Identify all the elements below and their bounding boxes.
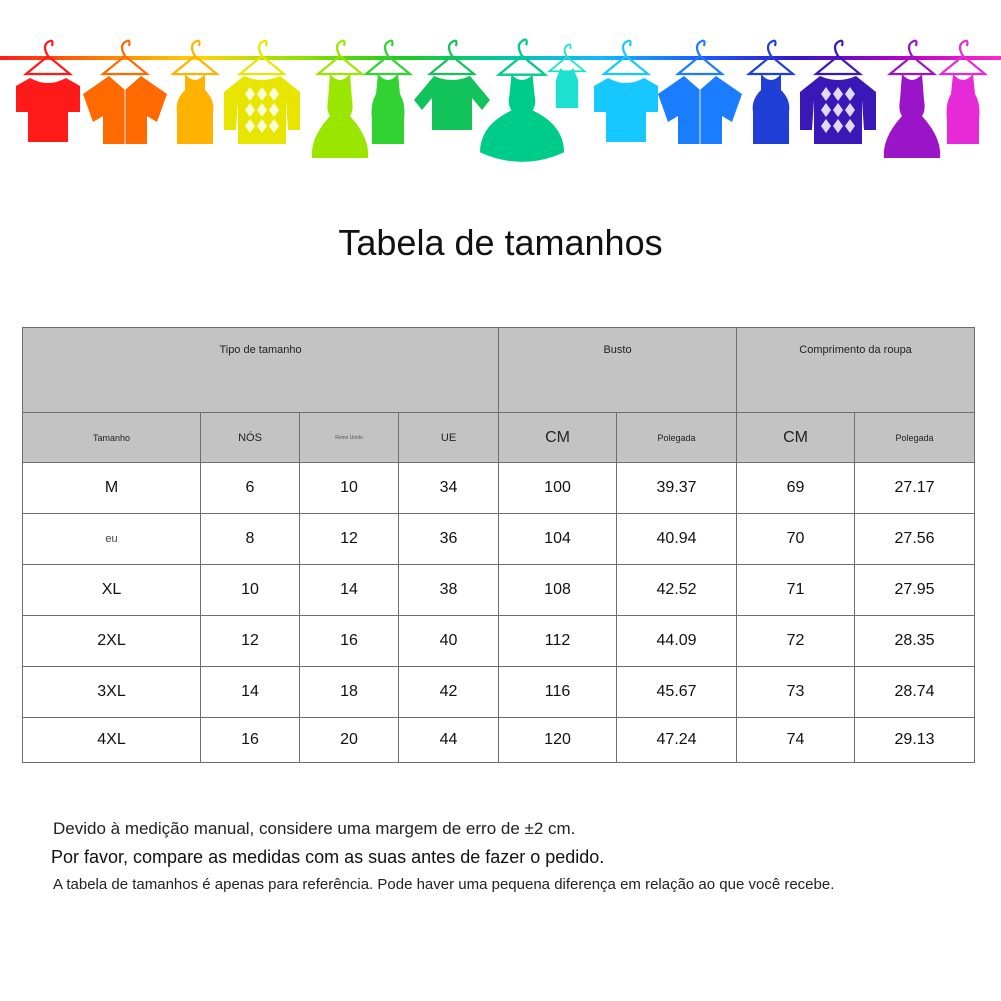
cell-uk: 16 [300,616,399,667]
tshirt-icon [594,41,658,142]
tank-dress-icon [941,41,985,144]
cell-us: 12 [201,616,300,667]
cell-bust-inch: 42.52 [617,565,737,616]
cell-bust-inch: 39.37 [617,463,737,514]
cell-us: 6 [201,463,300,514]
table-row [23,616,975,667]
note-measurement-error: Devido à medição manual, considere uma margem de erro de ±2 cm. [53,819,576,838]
dress-icon [312,41,368,158]
cell-eu: 36 [399,514,499,565]
cell-bust-cm: 100 [499,463,617,514]
tshirt-icon [16,41,80,142]
header-length-inch: Polegada [855,413,975,463]
group-header-row [23,328,975,413]
cell-length-cm: 70 [737,514,855,565]
header-bust-cm: CM [499,413,617,463]
cell-size: 2XL [23,616,201,667]
garment-illustration [0,0,1001,170]
cell-eu: 42 [399,667,499,718]
table-row [23,667,975,718]
tank-top-icon [749,41,793,144]
cell-size: 4XL [23,718,201,763]
cell-size: XL [23,565,201,616]
cell-length-inch: 27.56 [855,514,975,565]
cell-eu: 34 [399,463,499,514]
cell-bust-cm: 116 [499,667,617,718]
group-header-size-type: Tipo de tamanho [23,328,499,413]
long-sleeve-tee-icon [414,41,490,130]
cell-uk: 20 [300,718,399,763]
size-chart-table [22,327,975,763]
cell-length-inch: 28.35 [855,616,975,667]
cell-bust-cm: 112 [499,616,617,667]
cell-length-cm: 71 [737,565,855,616]
cell-length-cm: 74 [737,718,855,763]
argyle-sweater-icon [800,41,876,144]
shirt-icon [658,41,742,144]
dress-icon [884,41,940,158]
cell-eu: 44 [399,718,499,763]
cell-length-inch: 29.13 [855,718,975,763]
cell-bust-inch: 40.94 [617,514,737,565]
cell-eu: 38 [399,565,499,616]
cell-uk: 18 [300,667,399,718]
header-bust-inch: Polegada [617,413,737,463]
cell-bust-inch: 44.09 [617,616,737,667]
table-row [23,514,975,565]
group-header-length: Comprimento da roupa [737,328,975,413]
table-row [23,718,975,763]
cell-size: M [23,463,201,514]
note-compare-measurements: Por favor, compare as medidas com as suas antes de fazer o pedido. [51,847,605,867]
cell-size: 3XL [23,667,201,718]
page-title: Tabela de tamanhos [338,222,663,263]
table-row [23,565,975,616]
header-us: NÓS [201,413,300,463]
cell-length-cm: 72 [737,616,855,667]
cell-bust-inch: 47.24 [617,718,737,763]
table-row [23,463,975,514]
cell-uk: 14 [300,565,399,616]
ball-gown-icon [480,40,564,162]
cell-length-inch: 27.17 [855,463,975,514]
sub-header-row [23,413,975,463]
cell-length-inch: 28.74 [855,667,975,718]
header-uk: Reino Unido [300,413,399,463]
camisole-icon [549,45,584,108]
cell-uk: 10 [300,463,399,514]
cell-length-cm: 73 [737,667,855,718]
header-size: Tamanho [23,413,201,463]
cell-us: 14 [201,667,300,718]
header-length-cm: CM [737,413,855,463]
cell-bust-inch: 45.67 [617,667,737,718]
cell-eu: 40 [399,616,499,667]
cell-uk: 12 [300,514,399,565]
cell-length-cm: 69 [737,463,855,514]
tank-dress-icon [366,41,410,144]
header-eu: UE [399,413,499,463]
argyle-sweater-icon [224,41,300,144]
shirt-icon [83,41,167,144]
cell-us: 8 [201,514,300,565]
tank-top-icon [173,41,217,144]
cell-us: 10 [201,565,300,616]
cell-length-inch: 27.95 [855,565,975,616]
note-reference-only: A tabela de tamanhos é apenas para referência. Pode haver uma pequena diferença em relação ao que você recebe. [53,876,835,893]
cell-bust-cm: 120 [499,718,617,763]
cell-size: eu [23,514,201,565]
cell-bust-cm: 104 [499,514,617,565]
cell-us: 16 [201,718,300,763]
cell-bust-cm: 108 [499,565,617,616]
group-header-bust: Busto [499,328,737,413]
